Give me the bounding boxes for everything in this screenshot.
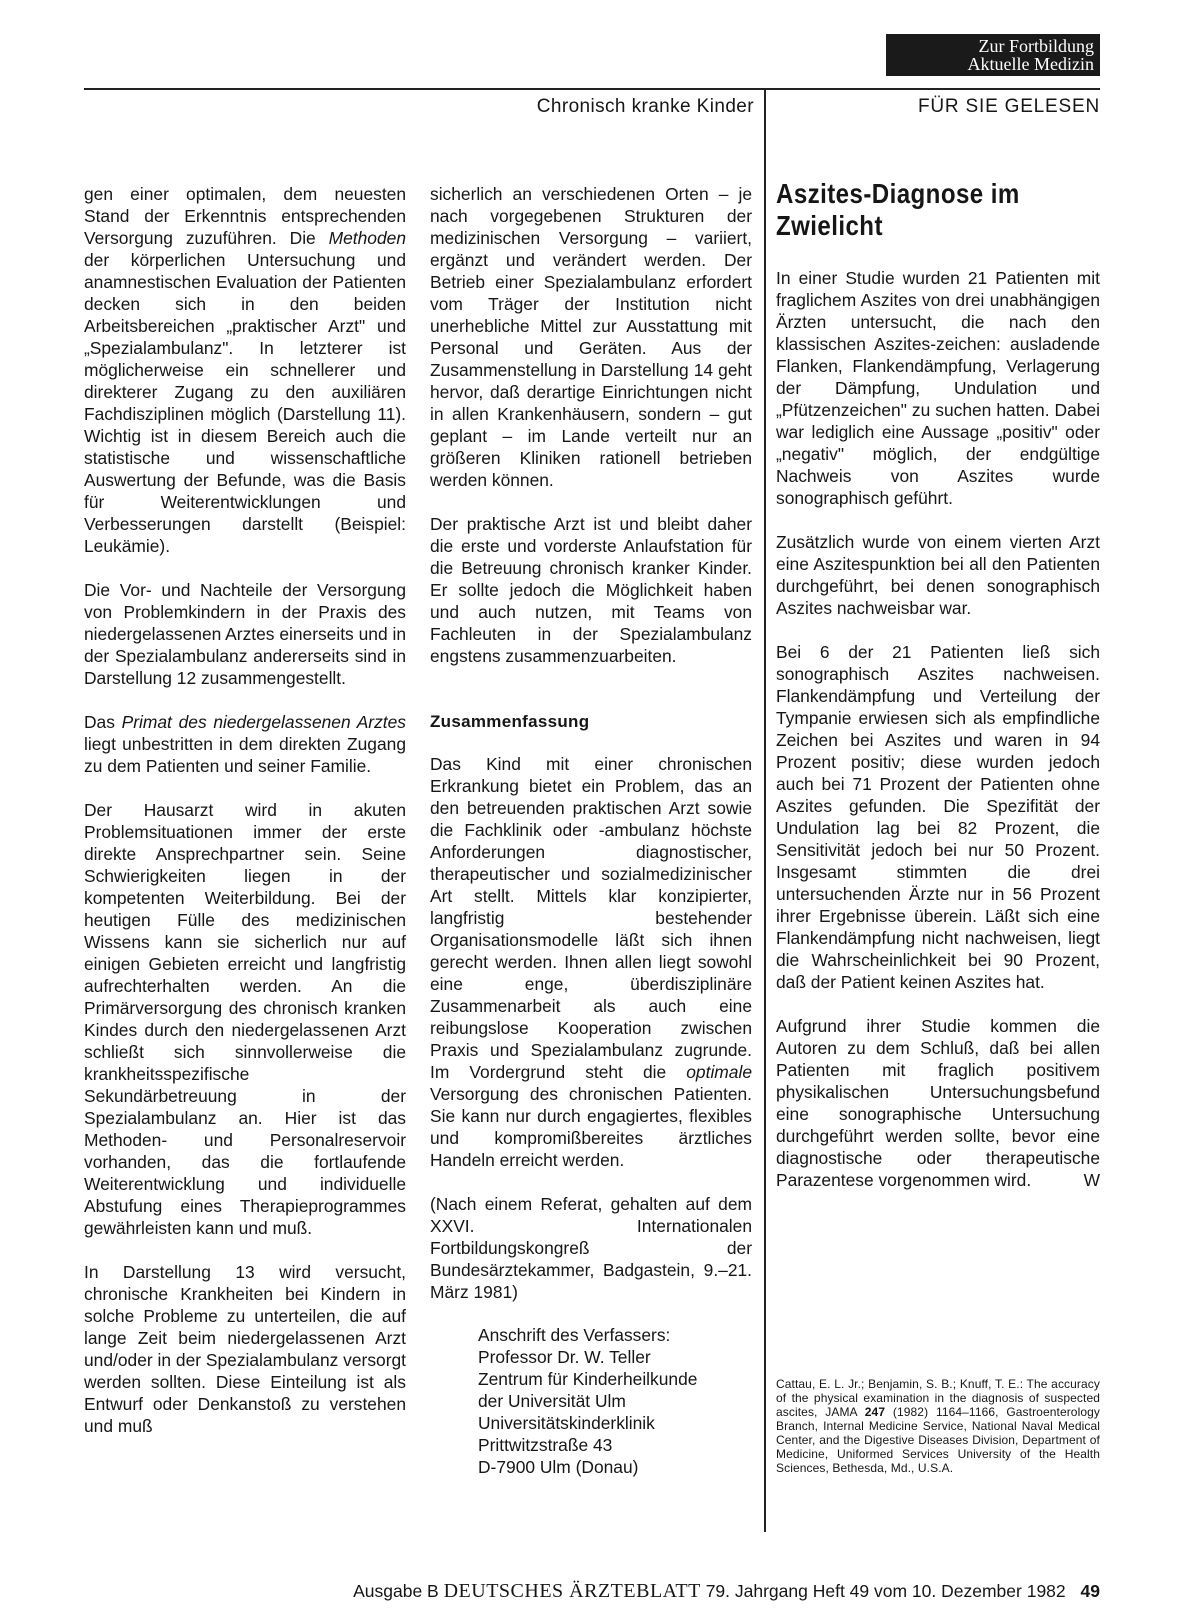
- column-1: [84, 183, 406, 1459]
- paragraph: Der Hausarzt wird in akuten Problemsituationen immer der erste direkte Ansprechpartner sein. Seine Schwierigkeiten liegen in der kompetenten Weiterbildung. Bei der heutigen Fülle des medizinischen Wissens kann sie sicherlich nur auf einigen Gebieten erreicht und langfristig aufrechterhalten werden. An die Primärversorgung des chronisch kranken Kindes durch den niedergelassenen Arzt schließt sich sinnvollerweise die krankheitsspezifische Sekundärbetreuung in der Spezialambulanz an. Hier ist das Methoden- und Personalreservoir vorhanden, das die fortlaufende Weiterentwicklung und individuelle Abstufung eines Therapieprogrammes gewährleisten kann und muß.: [84, 800, 406, 1238]
- journal-name: DEUTSCHES ÄRZTEBLATT: [443, 1580, 701, 1602]
- reference: Cattau, E. L. Jr.; Benjamin, S. B.; Knuff, T. E.: The accuracy of the physical examination in the diagnosis of suspected ascites, JAMA 247 (1982) 1164–1166, Gastroenterology Branch, Internal Medicine Service, National Naval Medical Center, and the Digestive Diseases Division, Department of Medicine, Uniformed Services University of the Health Sciences, Bethesda, Md., U.S.A.: [776, 1377, 1100, 1475]
- paragraph: Das Kind mit einer chronischen Erkrankung bietet ein Problem, das an den betreuenden praktischen Arzt sowie die Fachklinik oder -ambulanz höchste Anforderungen diagnostischer, therapeutischer und sozialmedizinischer Art stellt. Mittels klar konzipierter, langfristig bestehender Organisationsmodelle läßt sich ihnen gerecht werden. Ihnen allen liegt sowohl eine enge, überdisziplinäre Zusammenarbeit als auch eine reibungslose Kooperation zwischen Praxis und Spezialambulanz zugrunde. Im Vordergrund steht die optimale Versorgung des chronischen Patienten. Sie kann nur durch engagiertes, flexibles und kompromißbereites ärztliches Handeln erreicht werden.: [430, 754, 752, 1170]
- address-line: der Universität Ulm: [478, 1391, 626, 1411]
- address-line: Zentrum für Kinderheilkunde: [478, 1369, 698, 1389]
- address-line: Professor Dr. W. Teller: [478, 1347, 651, 1367]
- page-footer: [84, 1580, 1100, 1603]
- author-address: [478, 1324, 758, 1478]
- column-2: [430, 183, 752, 1325]
- address-line: D-7900 Ulm (Donau): [478, 1457, 639, 1477]
- rubric-box: [886, 34, 1100, 76]
- paragraph: gen einer optimalen, dem neuesten Stand der Erkenntnis entsprechenden Versorgung zuzuführen. Die Methoden der körperlichen Untersuchung und anamnestischen Evaluation der Patienten decken sich in den beiden Arbeitsbereichen „praktischer Arzt" und „Spezialambulanz". In letzterer ist möglicherweise ein schnellerer und direkterer Zugang zu den auxiliären Fachdisziplinen möglich (Darstellung 11). Wichtig ist in diesem Bereich auch die statistische und wissenschaftliche Auswertung der Befunde, was die Basis für Weiterentwicklungen und Verbesserungen darstellt (Beispiel: Leukämie).: [84, 184, 406, 556]
- section-title-right: FÜR SIE GELESEN: [918, 96, 1100, 117]
- rubric-line-2: Aktuelle Medizin: [967, 54, 1094, 74]
- section-title-left: Chronisch kranke Kinder: [536, 96, 754, 117]
- paragraph: In einer Studie wurden 21 Patienten mit fraglichem Aszites von drei unabhängigen Ärzten untersucht, die nach den klassischen Aszites-zeichen: ausladende Flanken, Flankendämpfung, Verlagerung der Dämpfung, Undulation und „Pfützenzeichen" zu suchen hatten. Dabei war lediglich eine Aussage „positiv" oder „negativ" möglich, der endgültige Nachweis von Aszites wurde sonographisch geführt.: [776, 268, 1100, 508]
- rubric-line-1: Zur Fortbildung: [978, 36, 1094, 56]
- address-line: Anschrift des Verfassers:: [478, 1325, 671, 1345]
- page-number: 49: [1080, 1581, 1100, 1601]
- article-title: Aszites-Diagnose im Zwielicht: [776, 178, 1020, 241]
- issue-info: 79. Jahrgang Heft 49 vom 10. Dezember 1982: [705, 1581, 1066, 1601]
- paragraph: Zusätzlich wurde von einem vierten Arzt eine Aszitespunktion bei all den Patienten durchgeführt, bei denen sonographisch Aszites nachweisbar war.: [776, 532, 1100, 618]
- address-line: Prittwitzstraße 43: [478, 1435, 613, 1455]
- paragraph: sicherlich an verschiedenen Orten – je nach vorgegebenen Strukturen der medizinischen Versorgung – variiert, ergänzt und verändert werden. Der Betrieb einer Spezialambulanz erfordert vom Träger der Institution nicht unerhebliche Mittel zur Ausstattung mit Personal und Geräten. Aus der Zusammenstellung in Darstellung 14 geht hervor, daß derartige Einrichtungen nicht in allen Krankenhäusern, sondern – gut geplant – im Lande verteilt nur an größeren Kliniken rationell betrieben werden können.: [430, 184, 752, 490]
- section-heading: Zusammenfassung: [430, 712, 590, 731]
- paragraph: Bei 6 der 21 Patienten ließ sich sonographisch Aszites nachweisen. Flankendämpfung und Verteilung der Tympanie erwiesen sich als empfindliche Zeichen bei Aszites und waren in 94 Prozent positiv; diese wurden jedoch auch bei 71 Prozent der Patienten ohne Aszites gefunden. Die Spezifität der Undulation lag bei 82 Prozent, die Sensitivität jedoch bei nur 50 Prozent. Insgesamt stimmten die drei untersuchenden Ärzte nur in 56 Prozent ihrer Ergebnisse überein. Läßt sich eine Flankendämpfung nicht nachweisen, liegt die Wahrscheinlichkeit bei 90 Prozent, daß der Patient keinen Aszites hat.: [776, 642, 1100, 992]
- signature: W: [1083, 1170, 1100, 1190]
- paragraph: (Nach einem Referat, gehalten auf dem XXVI. Internationalen Fortbildungskongreß der Bundesärztekammer, Badgastein, 9.–21. März 1981): [430, 1194, 752, 1302]
- column-3: [776, 267, 1100, 1213]
- edition: Ausgabe B: [353, 1581, 439, 1601]
- paragraph: Das Primat des niedergelassenen Arztes liegt unbestritten in dem direkten Zugang zu dem Patienten und seiner Familie.: [84, 712, 406, 776]
- column-divider: [764, 88, 766, 1532]
- paragraph: In Darstellung 13 wird versucht, chronische Krankheiten bei Kindern in solche Probleme zu unterteilen, die auf lange Zeit beim niedergelassenen Arzt und/oder in der Spezialambulanz versorgt werden sollten. Diese Einteilung ist als Entwurf oder Denkanstoß zu verstehen und muß: [84, 1262, 406, 1436]
- top-rule: [84, 88, 1100, 90]
- paragraph: Die Vor- und Nachteile der Versorgung von Problemkindern in der Praxis des niedergelassenen Arztes einerseits und in der Spezialambulanz andererseits sind in Darstellung 12 zusammengestellt.: [84, 580, 406, 688]
- paragraph: Aufgrund ihrer Studie kommen die Autoren zu dem Schluß, daß bei allen Patienten mit fraglich positivem physikalischen Untersuchungsbefund eine sonographische Untersuchung durchgeführt werden sollte, bevor eine diagnostische oder therapeutische Parazentese vorgenommen wird. W: [776, 1016, 1100, 1190]
- paragraph: Der praktische Arzt ist und bleibt daher die erste und vorderste Anlaufstation für die Betreuung chronisch kranker Kinder. Er sollte jedoch die Möglichkeit haben und auch nutzen, mit Teams von Fachleuten in der Spezialambulanz engstens zusammenzuarbeiten.: [430, 514, 752, 666]
- address-line: Universitätskinderklinik: [478, 1413, 655, 1433]
